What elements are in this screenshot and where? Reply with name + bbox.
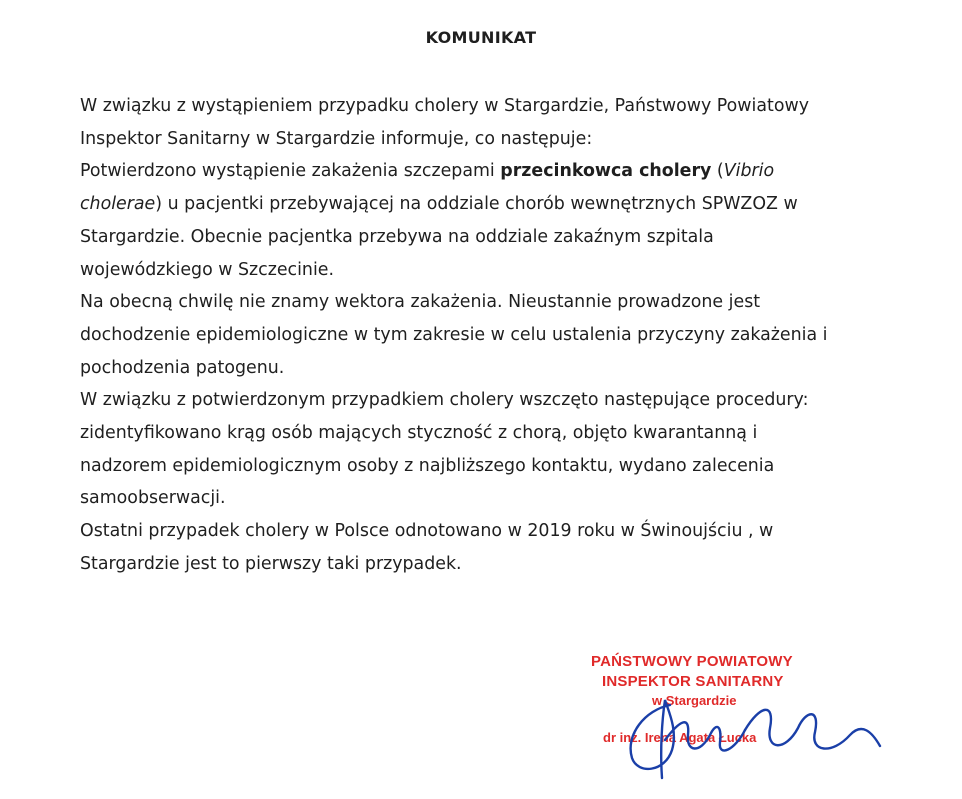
body-line: dochodzenie epidemiologiczne w tym zakresie w celu ustalenia przyczyny zakażenia i — [80, 324, 828, 345]
body-line: pochodzenia patogenu. — [80, 357, 285, 378]
handwritten-signature — [610, 680, 900, 780]
body-line: wojewódzkiego w Szczecinie. — [80, 259, 335, 280]
body-line: Ostatni przypadek cholery w Polsce odnotowano w 2019 roku w Świnoujściu , w — [80, 521, 774, 542]
document-title: KOMUNIKAT — [425, 28, 537, 47]
stamp-line-1: PAŃSTWOWY POWIATOWY — [591, 653, 793, 670]
body-line: samoobserwacji. — [80, 488, 226, 509]
body-line: Na obecną chwilę nie znamy wektora zakażenia. Nieustannie prowadzone jest — [80, 292, 761, 313]
stamp-line-2: INSPEKTOR SANITARNY — [602, 673, 784, 690]
body-line: W związku z potwierdzonym przypadkiem cholery wszczęto następujące procedury: — [80, 390, 809, 411]
body-line: nadzorem epidemiologicznym osoby z najbliższego kontaktu, wydano zalecenia — [80, 455, 775, 476]
body-line: zidentyfikowano krąg osób mających styczność z chorą, objęto kwarantanną i — [80, 423, 758, 444]
body-line: Inspektor Sanitarny w Stargardzie informuje, co następuje: — [80, 128, 593, 149]
body-line: W związku z wystąpieniem przypadku cholery w Stargardzie, Państwowy Powiatowy — [80, 96, 809, 116]
body-line: cholerae) u pacjentki przebywającej na oddziale chorób wewnętrznych SPWZOZ w — [80, 194, 798, 215]
body-line: Stargardzie jest to pierwszy taki przypadek. — [80, 553, 462, 574]
body-line: Potwierdzono wystąpienie zakażenia szczepami przecinkowca cholery (Vibrio — [80, 161, 775, 182]
stamp-signatory: dr inż. Irena Agata Łucka — [603, 730, 757, 745]
stamp-line-3: w Stargardzie — [652, 693, 737, 708]
body-line: Stargardzie. Obecnie pacjentka przebywa na oddziale zakaźnym szpitala — [80, 226, 714, 247]
document-body — [80, 90, 880, 581]
